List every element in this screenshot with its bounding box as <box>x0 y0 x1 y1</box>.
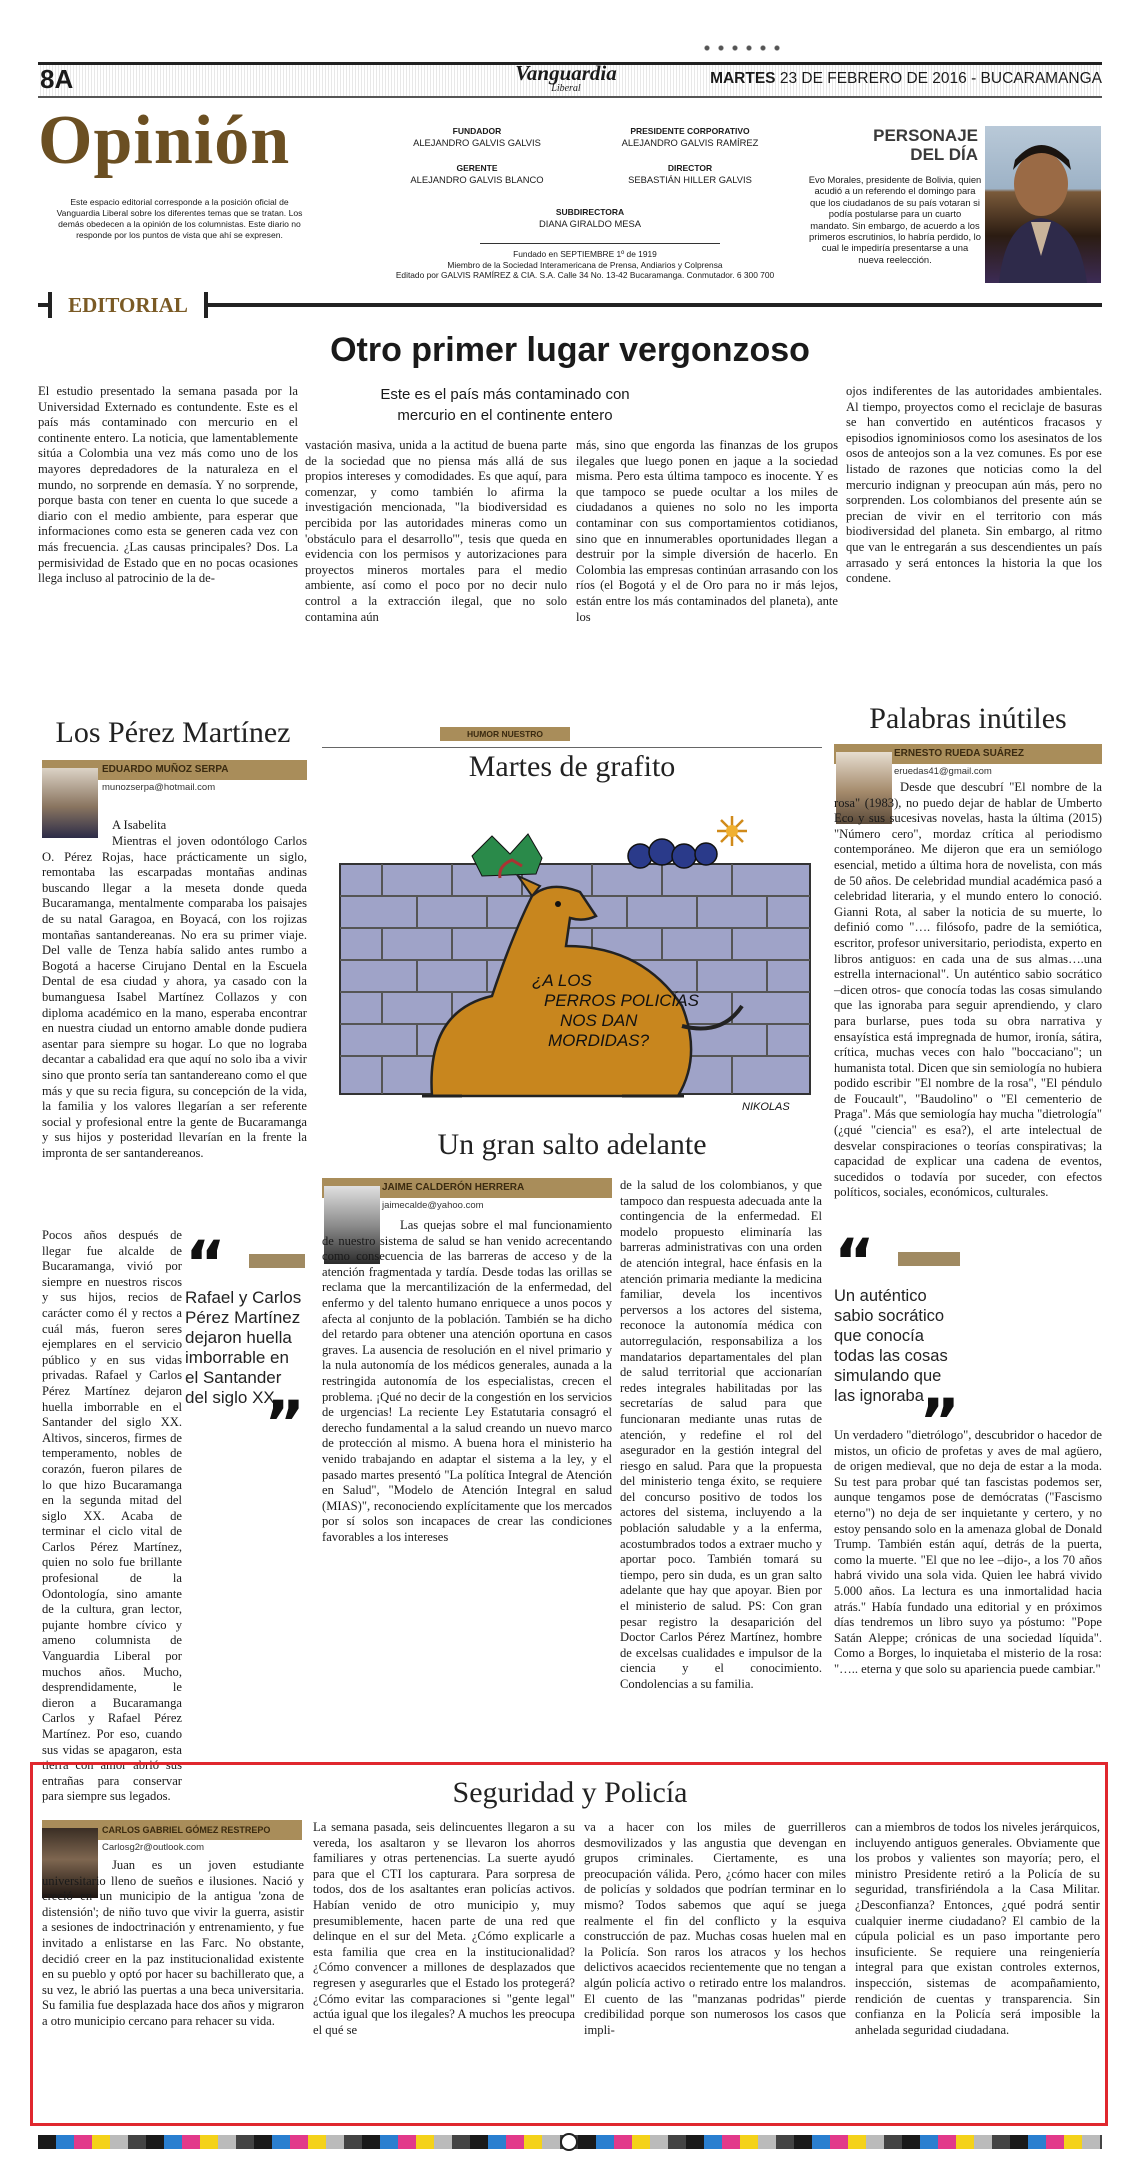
salto-col-1: Las quejas sobre el mal funcionamiento de nuestro sistema de salud se han venido acrecentando como consecuencia de las barreras de acceso y de la atención fragmentada y tardía. Desde todas las orillas se reclama que la mercantilización de la enfermedad, del enfermo y del talento humano enriquece a unos pocos y afecta al conjunto de la población. También se ha dicho del retardo para obtener una atención oportuna en casos graves. La ausencia de resolución en el nivel primario y la nula autonomía de los médicos generales, aunada a la restringida autonomía de los especialistas, crecen el problema. ¡Qué no decir de la congestión en los servicios de urgencias! La reciente Ley Estatutaria consagró el derecho fundamental a la salud creando un nuevo marco de protección al mismo. A buena hora el ministerio ha venido trabajando en adaptar el sistema a la ley, y el pasado martes presentó "La política Integral de Atención en Salud", "Modelo de Atención Integral en salud (MIAS)", reconociendo explícitamente que los mercados por sí solos son incapaces de crear las condiciones favorables a los intereses <box>322 1218 612 1544</box>
seguridad-email: Carlosg2r@outlook.com <box>102 1842 205 1853</box>
registration-target-icon <box>560 2133 578 2151</box>
opinion-title: Opinión <box>38 102 291 179</box>
humor-title: Martes de grafito <box>468 750 676 783</box>
seguridad-author: CARLOS GABRIEL GÓMEZ RESTREPO <box>42 1820 302 1840</box>
staff-editado: Editado por GALVIS RAMÍREZ & CIA. S.A. Calle 34 No. 13-42 Bucaramanga. Conmutador. 6 300 700 <box>395 270 775 280</box>
staff-director: DIRECTOR SEBASTIÁN HILLER GALVIS <box>628 163 752 185</box>
editorial-col-1: El estudio presentado la semana pasada por la Universidad Externado es contundente. Este es el país más contaminado con mercurio en el continente entero. La noticia, que lamentablemente sitúa a Colombia una vez más como uno de los mayores depredadores de la naturaleza en el mundo, no sorprende en demasía. Y no sorprende, porque basta con tener en cuenta lo que sucede a diario con el medio ambiente, para esperar que informaciones como esta se generen cada vez con más frecuencia. ¿Las causas principales? Dos. La permisividad de Estado que en no pocas ocasiones llega incluso al patrocinio de la de- <box>38 384 298 586</box>
staff-fundado: Fundado en SEPTIEMBRE 1º de 1919 <box>513 249 657 259</box>
editorial-headline: Otro primer lugar vergonzoso <box>330 331 810 369</box>
staff-subdirectora: SUBDIRECTORA DIANA GIRALDO MESA <box>538 207 642 229</box>
editorial-col-4: ojos indiferentes de las autoridades ambientales. Al tiempo, proyectos como el reciclaje de basuras se han convertido en auténticos fracasos y episodios ignominiosos como los asesinatos de los osos de anteojos son a la vez comunes. Es por ese listado de razones que noticias como la del mercurio indignan y preocupan aún más, pero no sorprenden. Los colombianos del presente aún se precian de vivir en el territorio con más biodiversidad del planeta. Sin embargo, al ritmo que van le entregarán a sus descendientes un país arrasado y será entonces la historia la que los condene. <box>846 384 1102 586</box>
quote-open-icon: “ <box>185 1227 226 1300</box>
humor-rule <box>322 747 822 748</box>
quote-close-icon: ” <box>919 1385 960 1458</box>
perez-title: Los Pérez Martínez <box>55 716 291 749</box>
palabras-quote-box <box>834 1225 960 1458</box>
registration-marks <box>700 44 780 52</box>
quote-close-icon: ” <box>264 1387 305 1460</box>
seguridad-col-1: Juan es un joven estudiante universitario lleno de sueños e ilusiones. Nació y creció en un municipio de la antigua 'zona de distensión'; de niño tuvo que vivir la guerra, asistir a sesiones de indoctrinación y entrenamiento, y fue invitado a enlistarse en las Farc. No obstante, decidió creer en la paz institucionalidad existente en su pueblo y optó por hacer su bachillerato que, a su vez, le abrió las puertas a una beca universitaria. Su familia fue desplazada hace dos años y migraron a otro municipio cercano para rehacer su vida. <box>42 1858 304 2028</box>
cartoon-bubble: ¿A LOS PERROS POLICÍAS NOS DAN MORDIDAS? <box>532 971 699 1050</box>
personaje-photo <box>985 126 1101 283</box>
salto-author: JAIME CALDERÓN HERRERA <box>322 1178 612 1198</box>
masthead-title: Vanguardia <box>515 61 617 85</box>
staff-miembro: Miembro de la Sociedad Interamericana de Prensa, Andiarios y Colprensa <box>447 259 723 270</box>
editorial-label-bar <box>38 292 1102 318</box>
staff-fundador: FUNDADOR ALEJANDRO GALVIS GALVIS <box>413 126 541 148</box>
staff-presidente: PRESIDENTE CORPORATIVO ALEJANDRO GALVIS RAMÍREZ <box>621 126 759 148</box>
palabras-email: eruedas41@gmail.com <box>894 766 992 777</box>
salto-email: jaimecalde@yahoo.com <box>382 1200 484 1211</box>
personaje-title: PERSONAJE DEL DÍA <box>873 126 978 164</box>
perez-text-2b <box>42 1430 307 1723</box>
header-date <box>710 70 1102 88</box>
perez-text-1: Mientras el joven odontólogo Carlos O. Pérez Rojas, hace prácticamente un siglo, remontaba las escarpadas montañas andinas buscando llegar a la meseta donde queda Bucaramanga, mentalmente comparaba los paisajes de su natal Garagoa, en Boyacá, con los rojizas montañas santandereanas. No era su primer viaje. Del valle de Tenza había salido antes rumbo a Bogotá a hacerse Cirujano Dental en la Escuela Dental de esa ciudad y ahora, ya casado con la bumanguesa Isabel Martínez Collazos y con diploma académico en la mano, esperaba encontrar en nuestra ciudad un entorno amable donde pudiera asentar para siempre su hogar. Lo que no lograba decantar a cabalidad era que aquí no solo iba a vivir sino que pronto sería tan santandereano como el que más y que su recia figura, su concepción de la vida, la familia y los valores llegarían a ser referente social y profesional entre la gente de Bucaramanga y sus hijos y posteridad llevarían en la frente la impronta de ser santandereanos. <box>42 834 307 1160</box>
cartoon-signature: NIKOLAS <box>742 1101 790 1113</box>
seguridad-title: Seguridad y Policía <box>452 1776 688 1809</box>
seguridad-col-2: La semana pasada, seis delincuentes llegaron a su vereda, los asaltaron y se llevaron los ahorros familiares y otras pertenencias. La suerte ayudó para que el CTI los capturara. Para sorpresa de todos, dos de los asaltantes eran policías activos. Habían venido de otro municipio y, muy presumiblemente, hacen parte de una red que delinque en el sur del Meta. ¿Cómo explicarle a esta familia que crea en la institucionalidad? ¿Cómo convencer a millones de desplazados que regresen y asegurarles que el Estado los protegerá? ¿Cómo evitar las comparaciones si "gente legal" actúa igual que los ilegales? A muchos les preocupa el qué se <box>313 1820 575 2037</box>
perez-text-2: Pocos años después de llegar fue alcalde de Bucaramanga, vivió por siempre en nuestros riscos y sus hijos, recios de carácter como él y rectos a cuál más, fueron seres ejemplares en el servicio público y en sus vidas privadas. Rafael y Carlos Pérez Martínez dejaron huella imborrable en el Santander del siglo XX. Altivos, sinceros, firmes de temperamento, nobles de corazón, fueron pilares de lo que hizo Bucaramanga en la segunda mitad del siglo XX. Acaba de terminar el ciclo vital de Carlos Pérez Martínez, quien no solo fue brillante profesional de la Odontología, sino amante de la cultura, gran lector, pujante hombre cívico y ameno columnista de Vanguardia Liberal por muchos años. Mucho, desprendidamente, le dieron a Bucaramanga Carlos y Rafael Pérez Martínez. Por eso, cuando sus vidas se apagaron, esta tierra con amor abrió sus entrañas para conservar para siempre sus legados. <box>42 1228 182 1804</box>
salto-title: Un gran salto adelante <box>437 1128 707 1161</box>
perez-email: munozserpa@hotmail.com <box>102 782 216 793</box>
palabras-text-1: Desde que descubrí "El nombre de la rosa" (1983), no puedo dejar de hablar de Umberto Eco y sus sucesivas novelas, hasta la última (2015) "Número cero", mordaz crítica al periodismo contemporáneo. Me dijeron que era un semiólogo esencial, metido a última hora de novelista, con más de 50 años. De celebridad mundial académica pasó a celebridad literaria, y el mundo entero lo conoció. Gianni Rota, al saber la noticia de su muerte, lo definió como "…. filósofo, padre de la semiótica, escritor, profesor universitario, periodista, experto en libros antiguos: en cada una de sus almas….una estrella internacional". Un auténtico sabio socrático –dicen otros- que conocía todas las cosas simulando que las ignoraba para seguir aprendiendo, y claro para burlarse, pues toda su obra narrativa y ensayística está impregnada de humor, ironía, sátira, crítica, muchas veces con halo "boccaciano"; un humanista total. Dicen que sin semiología no hubiera podido escribir "El nombre de la rosa", "El péndulo de Foucault", "Baudolino" o "El cementerio de Praga". Más que semiología hay mucha "dietrología" (¿qué "ciencia" es esa?), el arte intelectual de desvelar conspiraciones o teorías conspirativas; la capacidad de explicar una cadena de eventos, sucedidos o todavía por suceder, con efectos políticos, sociales, económicos, culturales. <box>834 780 1102 1200</box>
perez-author-photo <box>42 768 98 838</box>
header-date-day: MARTES <box>710 70 776 87</box>
humor-label: HUMOR NUESTRO <box>440 727 570 741</box>
masthead-subtitle: Liberal <box>551 83 581 94</box>
header-date-text: 23 DE FEBRERO DE 2016 - BUCARAMANGA <box>779 70 1102 87</box>
staff-imprint <box>370 249 800 281</box>
evo-morales-portrait <box>985 126 1101 283</box>
perez-quote: Rafael y Carlos Pérez Martínez dejaron huella imborrable en el Santander del siglo XX <box>185 1288 302 1407</box>
palabras-quote: Un auténtico sabio socrático que conocía todas las cosas simulando que las ignoraba <box>834 1287 948 1405</box>
quote-open-icon: “ <box>834 1225 875 1298</box>
staff-gerente: GERENTE ALEJANDRO GALVIS BLANCO <box>410 163 544 185</box>
palabras-author: ERNESTO RUEDA SUÁREZ <box>834 744 1102 764</box>
palabras-text-1b <box>964 1232 1102 1422</box>
masthead-logo <box>506 62 626 94</box>
perez-dedication: A Isabelita <box>112 818 167 832</box>
cartoon-drawing <box>322 796 822 1116</box>
editorial-label: EDITORIAL <box>48 292 208 318</box>
opinion-note: Este espacio editorial corresponde a la posición oficial de Vanguardia Liberal sobre los diferentes temas que se tratan. Los demás obedecen a la opinión de los columnistas. Este diario no responde por los puntos de vista que ahí se expresen. <box>56 197 303 240</box>
perez-author: EDUARDO MUÑOZ SERPA <box>42 760 307 780</box>
palabras-title: Palabras inútiles <box>869 702 1067 735</box>
editorial-col-2: vastación masiva, unida a la actitud de buena parte de la sociedad que no piensa más allá de sus propios intereses y comodidades. Es que aquí, para comenzar, y como también lo afirma la investigación mencionada, "la biodiversidad es percibida por las autoridades mineras como un 'obstáculo para el desarrollo'", tesis que queda en evidencia con los permisos y autorizaciones para proyectos mineros mortales para el medio ambiente, así como el poco por no decir nulo control a la extracción ilegal, que no solo contamina aún <box>305 438 567 624</box>
editorial-col-3: más, sino que engorda las finanzas de los grupos ilegales que luego ponen en jaque a la sociedad misma. Pero esta última tampoco es inocente. Y es que tampoco se puede ocultar a los miles de ciudadanos a quienes no solo no les importa contaminar con sus comportamientos cotidianos, sino que en innumerables oportunidades llegan a destruir por la simple diversión de hacerlo. En Colombia las empresas continúan arrasando con los ríos (el Bogotá y el de Oro para no ir más lejos, están entre los más contaminados del planeta), ante los <box>576 438 838 624</box>
cartoon <box>322 796 822 1116</box>
seguridad-col-4: can a miembros de todos los niveles jerárquicos, incluyendo antiguos generales. Obviamente que los probos y valientes son mayoría; pero, el ministro Presidente retiró a la Policía de su seguridad, transfiriéndola a la Casa Militar. ¿Desconfianza? Entonces, ¿qué podrá sentir cualquier inerme ciudadano? El cambio de la cúpula policial es un paso importante pero insuficiente. Se requiere una reingeniería integral para que existan controles externos, inspección, sistemas de acompañamiento, rendición de cuentas y transparencia. Sin confianza en la Policía será imposible la anhelada seguridad ciudadana. <box>855 1820 1100 2037</box>
staff-divider <box>480 243 720 244</box>
page-number: 8A <box>40 64 74 94</box>
perez-quote-box <box>185 1227 305 1460</box>
editorial-subhead: Este es el país más contaminado con mercurio en el continente entero <box>380 386 630 424</box>
seguridad-col-3: va a hacer con los miles de guerrilleros desmovilizados y las angustia que devengan en grupos criminales. Ciertamente, es una preocupación válida. Pero, ¿cómo hacer con miles de policías y soldados que podrían terminar en lo mismo? Todos sabemos que aquí se juega realmente el fin del conflicto y la esquiva construcción de paz. Muchas cosas huelen mal en la Policía. Son raros los atracos y los hechos delictivos acaecidos recientemente que no tengan a algún policía activo o retirado entre los malandros. El cuento de las "manzanas podridas" pierde credibilidad porque son numerosos los casos que impli- <box>584 1820 846 2037</box>
salto-col-2: de la salud de los colombianos, y que tampoco dan respuesta adecuada ante la contingencia de la enfermedad. El modelo propuesto eliminaría las barreras administrativas con una orden de atención integral, hace énfasis en la atención primaria mediante la medicina familiar, devela los incentivos perversos a los actores del sistema, reconoce la autonomía médica con autorregulación, responsabiliza a los mandatarios departamentales del plan de salud territorial que accionarían redes integrales habilitadas por las secretarías de salud para que funcionaran mediante unas rutas de atención, y redefine el rol del asegurador en la gestión integral del riesgo en salud. Para que la propuesta del ministerio tenga éxito, se requiere del concurso positivo de todos los actores del sistema, incluyendo a la población saludable y a la enferma, acostumbrados todos a extraer mucho y aportar poco. También tomará su tiempo, pero sin duda, es un gran salto adelante que hay que apoyar. Bien por el ministerio de salud. PS: Con gran pesar registro la desaparición del Doctor Carlos Pérez Martínez, hombre de excelsas cualidades e impulsor de la ciencia y el conocimiento. Condolencias a su familia. <box>620 1178 822 1691</box>
personaje-text: Evo Morales, presidente de Bolivia, quien acudió a un referendo el domingo para que los ciudadanos de su país votaran si podía postularse para un cuarto mandato. Sin embargo, de acuerdo a los primeros escrutinios, lo habría perdido, lo cual le impediría presentarse a una nueva reelección. <box>808 174 982 265</box>
palabras-text-2: Un verdadero "dietrólogo", descubridor o hacedor de mistos, un oficio de profetas y aves de mal agüero, de origen medieval, que no deja de estar a la moda. Su test para probar qué tan fascistas podemos ser, aunque tengamos pose de demócratas ("Fascismo eterno") no deja de ser inquietante y certero, y no estoy pensando solo en la amenaza global de Donald Trump. También están aquí, detrás de la puerta, como la muerte. "El que no lee –dijo-, a los 70 años habrá vivido una sola vida. Quien lee habrá vivido 5.000 años. La lectura es una inmortalidad hacia atrás." Había fundado una editorial y en próximos días tendremos un libro suyo ya póstumo: "Pope Satán Aleppe; crónicas de una sociedad líquida". Como a Borges, lo inquietaba el misterio de la rosa: "….. eterna y que solo su apariencia puede cambiar." <box>834 1428 1102 1676</box>
